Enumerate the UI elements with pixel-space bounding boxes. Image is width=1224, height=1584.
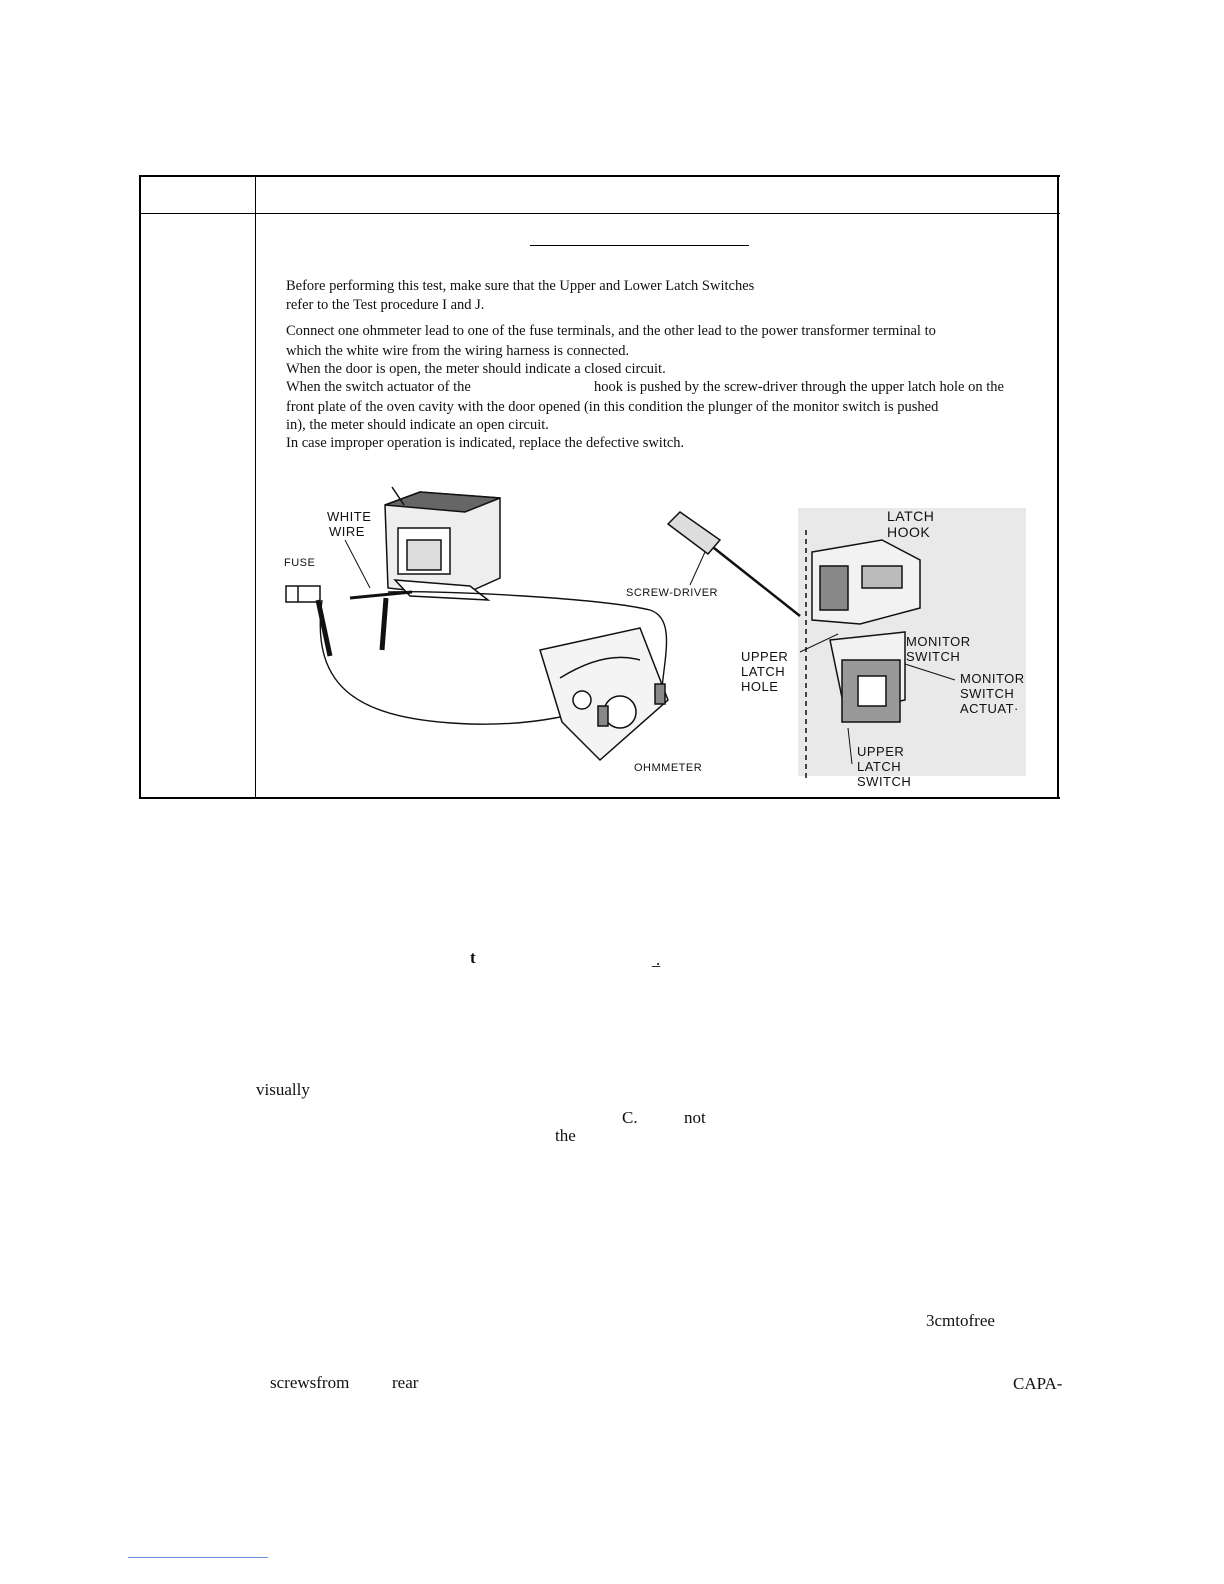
label-monitor-switch-2: SWITCH <box>906 649 961 664</box>
label-latch-hook-2: HOOK <box>887 524 931 540</box>
connect-line-2: which the white wire from the wiring harness is connected. <box>286 343 630 359</box>
fragment-t: t <box>470 948 476 967</box>
fragment-rear: rear <box>392 1373 419 1392</box>
power-transformer <box>385 487 500 600</box>
ohmmeter-body <box>540 628 668 760</box>
label-ohmmeter: OHMMETER <box>634 762 703 774</box>
label-upper-latch-switch-3: SWITCH <box>857 774 912 789</box>
fragment-capa: CAPA- <box>1013 1374 1063 1393</box>
actuator-line-a: When the switch actuator of the <box>286 379 471 395</box>
intro-line-2: refer to the Test procedure I and J. <box>286 297 485 313</box>
label-monitor-switch-1: MONITOR <box>906 634 971 649</box>
connect-line-1: Connect one ohmmeter lead to one of the fuse terminals, and the other lead to the power transformer terminal to <box>286 323 936 339</box>
label-white-wire-2: WIRE <box>329 524 365 539</box>
replace-switch-line: In case improper operation is indicated, replace the defective switch. <box>286 435 685 451</box>
open-circuit-line: in), the meter should indicate an open circuit. <box>286 417 549 433</box>
fragment-3cm: 3cmtofree <box>926 1311 995 1330</box>
fragment-the: the <box>555 1126 576 1145</box>
label-upper-latch-switch-1: UPPER <box>857 744 905 759</box>
footnote-rule <box>128 1557 268 1558</box>
door-open-line: When the door is open, the meter should indicate a closed circuit. <box>286 361 666 377</box>
label-upper-latch-hole-1: UPPER <box>741 649 789 664</box>
label-monitor-actuator-1: MONITOR <box>960 671 1025 686</box>
label-monitor-actuator-2: SWITCH <box>960 686 1015 701</box>
label-latch-hook-1: LATCH <box>887 508 935 524</box>
fragment-screwsfrom: screwsfrom <box>270 1373 350 1392</box>
label-upper-latch-switch-2: LATCH <box>857 759 902 774</box>
actuator-line-b: hook is pushed by the screw-driver through the upper latch hole on the <box>594 379 1004 395</box>
label-upper-latch-hole-3: HOLE <box>741 679 779 694</box>
intro-line-1: Before performing this test, make sure that the Upper and Lower Latch Switches <box>286 278 755 294</box>
label-white-wire-1: WHITE <box>327 509 372 524</box>
fragment-c: C. <box>622 1108 638 1127</box>
label-monitor-actuator-3: ACTUAT· <box>960 701 1019 716</box>
fragment-visually: visually <box>256 1080 310 1099</box>
label-upper-latch-hole-2: LATCH <box>741 664 786 679</box>
fragment-not: not <box>684 1108 706 1127</box>
fuse-block <box>286 586 320 602</box>
fragment-mark: ̲. <box>656 950 661 969</box>
front-plate-line: front plate of the oven cavity with the door opened (in this condition the plunger of the monitor switch is pushed <box>286 399 939 415</box>
label-screw-driver: SCREW-DRIVER <box>626 587 718 599</box>
label-fuse: FUSE <box>284 557 316 569</box>
